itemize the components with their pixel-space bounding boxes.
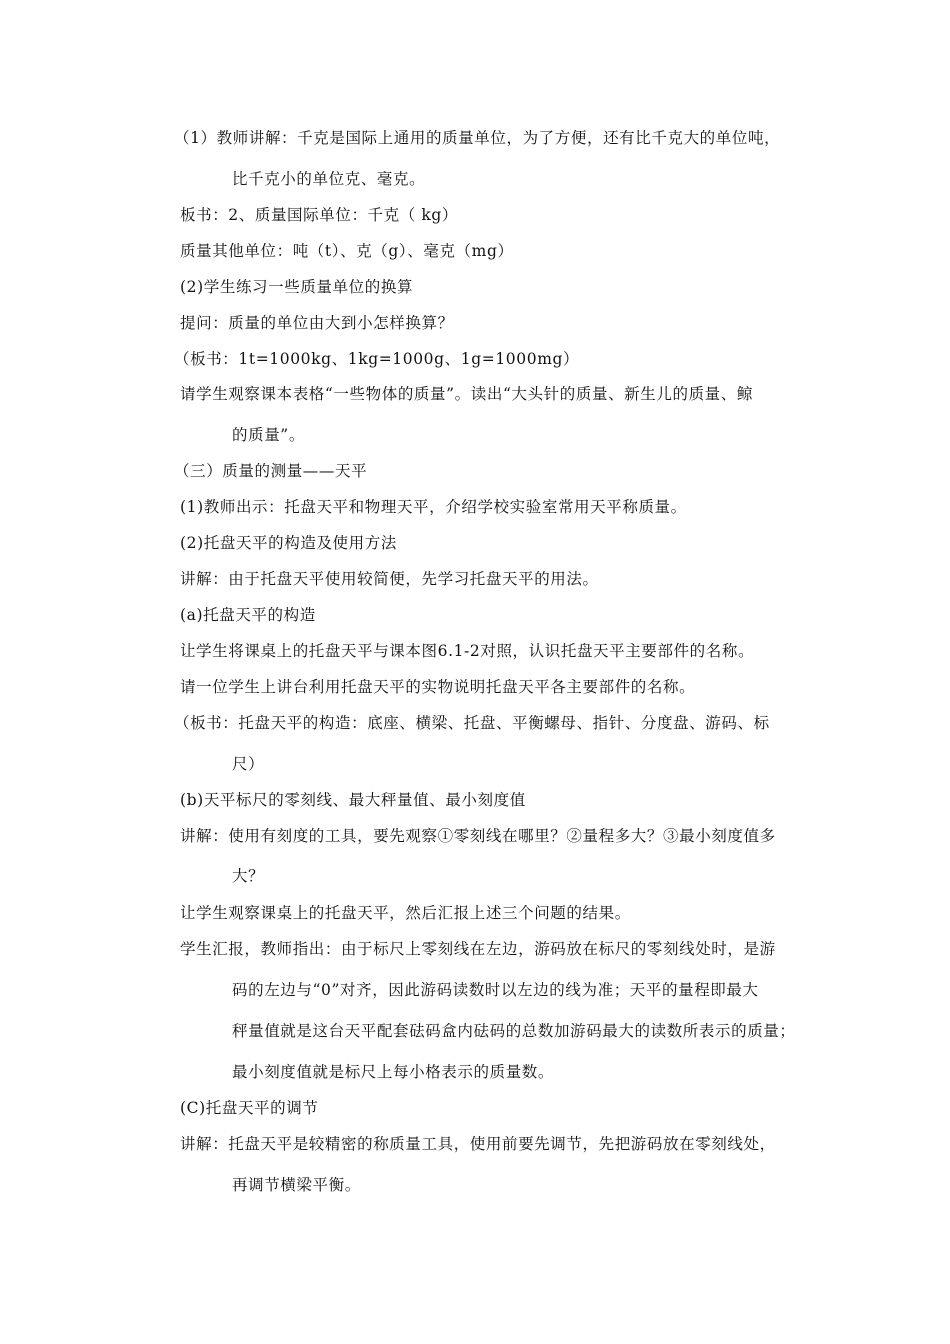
- paragraph-line: 让学生将课桌上的托盘天平与课本图6.1-2对照，认识托盘天平主要部件的名称。: [180, 642, 755, 660]
- paragraph-line: 大？: [232, 867, 265, 885]
- paragraph-line: （1）教师讲解：千克是国际上通用的质量单位，为了方便，还有比千克大的单位吨，: [174, 129, 781, 147]
- paragraph-line: (a)托盘天平的构造: [180, 606, 316, 624]
- paragraph-line: （板书：托盘天平的构造：底座、横梁、托盘、平衡螺母、指针、分度盘、游码、标: [174, 714, 770, 732]
- paragraph-line: 尺）: [232, 755, 265, 773]
- paragraph-line: 学生汇报，教师指出：由于标尺上零刻线在左边，游码放在标尺的零刻线处时，是游: [180, 940, 776, 958]
- paragraph-line: 比千克小的单位克、毫克。: [232, 170, 426, 188]
- paragraph-line: 讲解：托盘天平是较精密的称质量工具，使用前要先调节，先把游码放在零刻线处，: [180, 1135, 776, 1153]
- paragraph-line: （板书：1t=1000kg、1kg=1000g、1g=1000mg）: [174, 350, 580, 368]
- paragraph-line: (2)学生练习一些质量单位的换算: [180, 278, 414, 296]
- paragraph-line: 讲解：使用有刻度的工具，要先观察①零刻线在哪里？②量程多大？③最小刻度值多: [180, 827, 776, 845]
- section-heading: （三）质量的测量——天平: [174, 462, 368, 480]
- paragraph-line: 再调节横梁平衡。: [232, 1176, 361, 1194]
- paragraph-line: 的质量”。: [232, 426, 305, 444]
- paragraph-line: 请一位学生上讲台利用托盘天平的实物说明托盘天平各主要部件的名称。: [180, 678, 696, 696]
- paragraph-line: 提问：质量的单位由大到小怎样换算？: [180, 314, 454, 332]
- paragraph-line: 最小刻度值就是标尺上每小格表示的质量数。: [232, 1063, 555, 1081]
- paragraph-line: 讲解：由于托盘天平使用较简便，先学习托盘天平的用法。: [180, 570, 599, 588]
- paragraph-line: (C)托盘天平的调节: [180, 1099, 319, 1117]
- paragraph-line: 请学生观察课本表格“一些物体的质量”。读出“大头针的质量、新生儿的质量、鲸: [180, 385, 753, 403]
- paragraph-line: (b)天平标尺的零刻线、最大秤量值、最小刻度值: [180, 791, 526, 809]
- paragraph-line: 板书：2、质量国际单位：千克（ kg）: [180, 206, 459, 224]
- paragraph-line: 让学生观察课桌上的托盘天平，然后汇报上述三个问题的结果。: [180, 904, 631, 922]
- paragraph-line: 秤量值就是这台天平配套砝码盒内砝码的总数加游码最大的读数所表示的质量；: [232, 1022, 796, 1040]
- paragraph-line: 质量其他单位：吨（t）、克（g）、毫克（mg）: [180, 242, 514, 260]
- paragraph-line: (1)教师出示：托盘天平和物理天平，介绍学校实验室常用天平称质量。: [180, 498, 687, 516]
- paragraph-line: 码的左边与“0”对齐，因此游码读数时以左边的线为准；天平的量程即最大: [232, 981, 759, 999]
- paragraph-line: (2)托盘天平的构造及使用方法: [180, 534, 397, 552]
